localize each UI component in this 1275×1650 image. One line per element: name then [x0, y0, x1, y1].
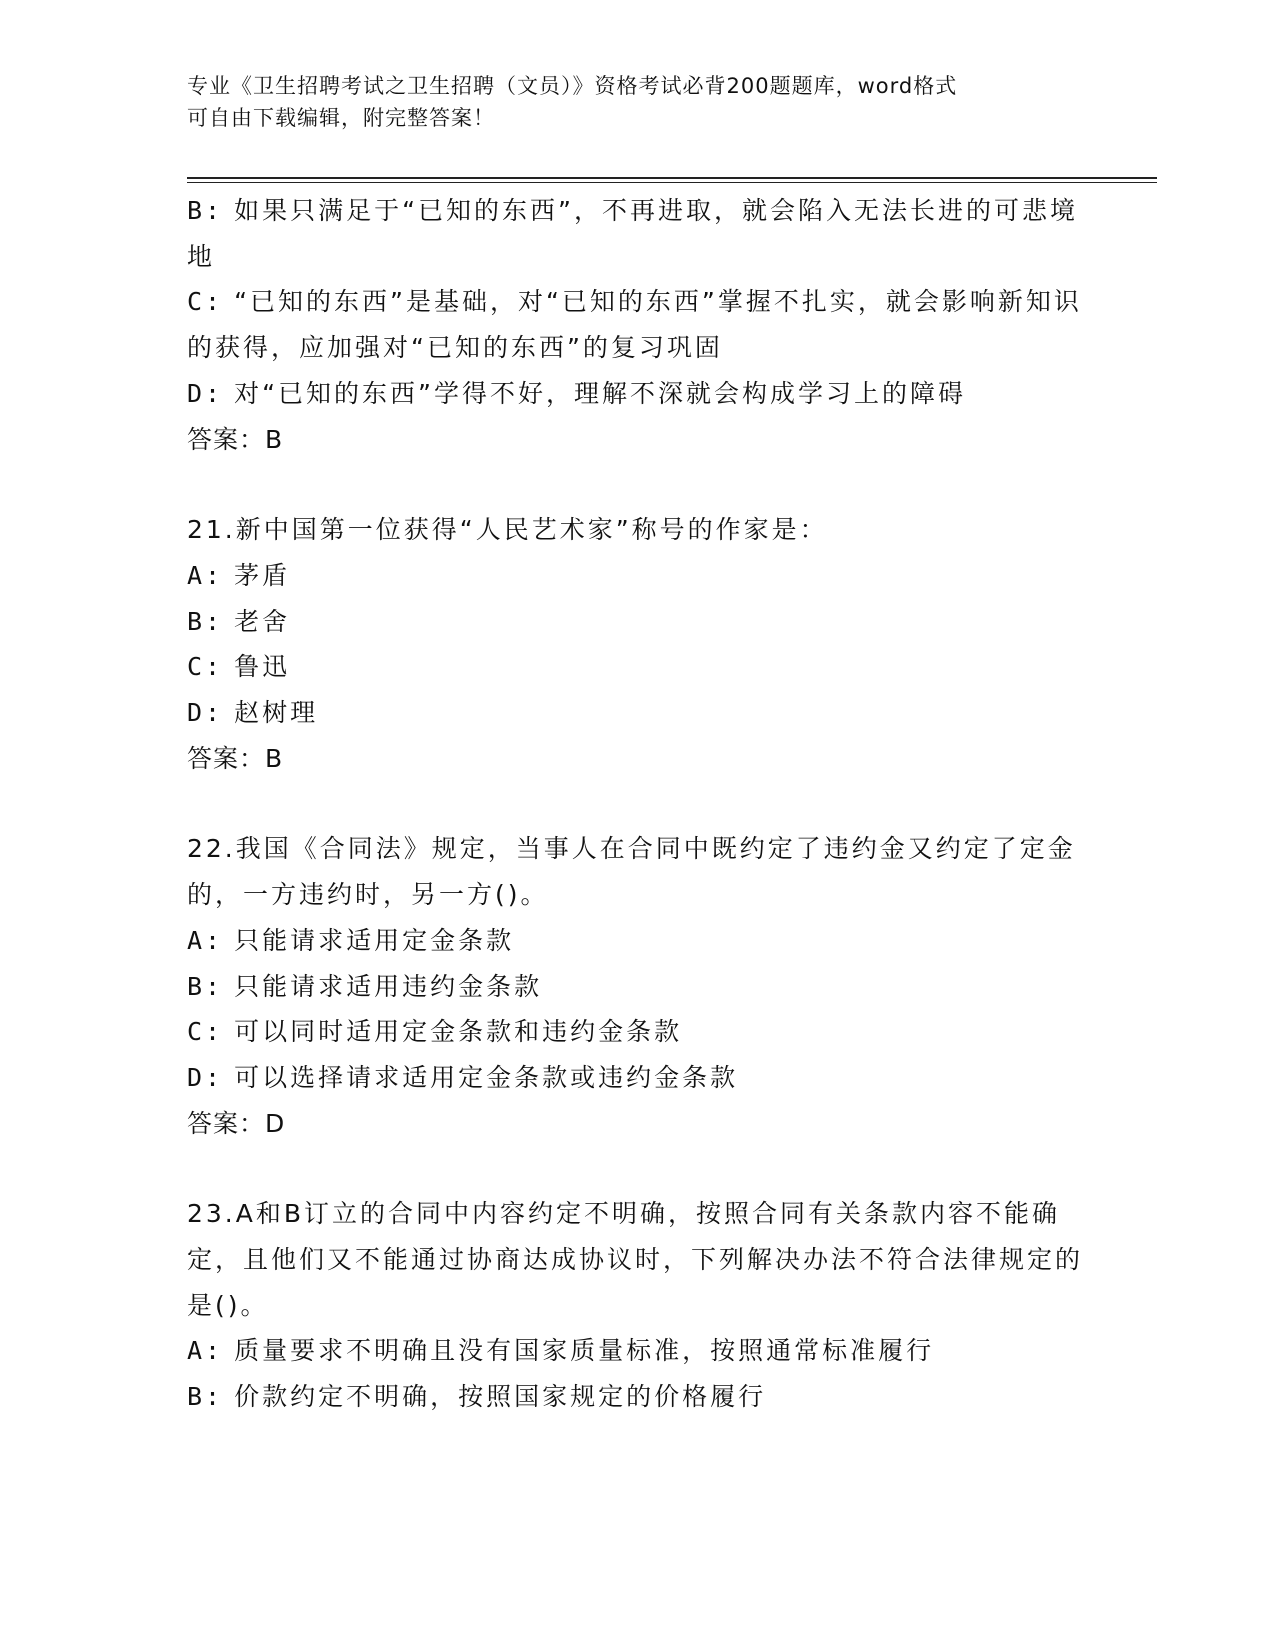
question-stem: 23.A和B订立的合同中内容约定不明确，按照合同有关条款内容不能确定，且他们又不能通过协商达成协议时，下列解决办法不符合法律规定的是()。: [187, 1199, 1084, 1320]
question-stem: 22.我国《合同法》规定，当事人在合同中既约定了违约金又约定了定金的，一方违约时，另一方()。: [187, 834, 1076, 910]
header-title-line-2: 可自由下载编辑，附完整答案！: [187, 106, 495, 130]
question-stem: 21.新中国第一位获得“人民艺术家”称号的作家是：: [187, 515, 828, 545]
option-d: D: 赵树理: [187, 698, 319, 728]
header-title-line-1: 专业《卫生招聘考试之卫生招聘（文员）》资格考试必背200题题库，word格式: [187, 74, 958, 98]
option-b: B: 如果只满足于“已知的东西”，不再进取，就会陷入无法长进的可悲境地: [187, 196, 1078, 271]
option-c: C: 鲁迅: [187, 652, 291, 682]
option-a: A: 质量要求不明确且没有国家质量标准，按照通常标准履行: [187, 1336, 935, 1366]
answer-line: 答案：B: [187, 424, 284, 454]
header-divider: [187, 177, 1157, 183]
answer-line: 答案：D: [187, 1108, 286, 1138]
option-d: D: 可以选择请求适用定金条款或违约金条款: [187, 1062, 739, 1092]
question-21: [187, 507, 1097, 781]
option-a: A: 只能请求适用定金条款: [187, 925, 515, 955]
option-c: C: “已知的东西”是基础，对“已知的东西”掌握不扎实，就会影响新知识的获得，应加强对“已知的东西”的复习巩固: [187, 287, 1082, 363]
question-23: [187, 1191, 1097, 1420]
option-b: B: 价款约定不明确，按照国家规定的价格履行: [187, 1382, 767, 1412]
answer-line: 答案：B: [187, 743, 284, 773]
option-d: D: 对“已知的东西”学得不好，理解不深就会构成学习上的障碍: [187, 378, 966, 408]
option-c: C: 可以同时适用定金条款和违约金条款: [187, 1017, 683, 1047]
document-header: [187, 70, 1087, 134]
option-b: B: 老舍: [187, 606, 291, 636]
question-22: [187, 826, 1097, 1146]
document-body: [187, 188, 1097, 1420]
prev-question-block: [187, 188, 1097, 462]
option-a: A: 茅盾: [187, 560, 291, 590]
option-b: B: 只能请求适用违约金条款: [187, 971, 543, 1001]
